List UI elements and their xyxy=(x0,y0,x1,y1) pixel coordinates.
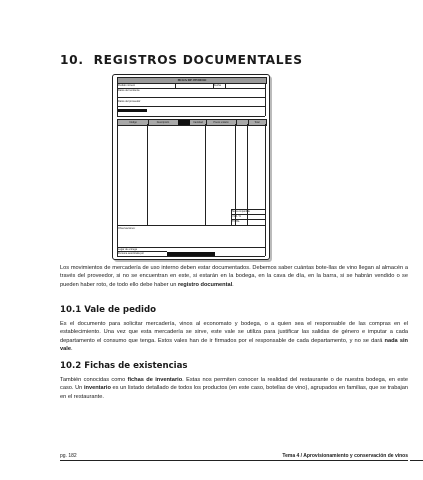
order-form-figure xyxy=(112,74,270,260)
form-col-precio: Precio unitario xyxy=(213,121,229,124)
form-field-fecha: Fecha xyxy=(214,83,221,87)
form-lugar-entrega: Lugar de entrega xyxy=(118,247,138,251)
form-observaciones: Observaciones: xyxy=(118,227,136,230)
footer-rule xyxy=(60,460,408,461)
form-col-cantidad: Cantidad xyxy=(193,121,203,124)
form-persona: Persona autorizada por xyxy=(118,252,144,255)
section2-bold-1: fichas de inventario xyxy=(127,377,183,383)
intro-paragraph: Los movimientos de mercadería de uso interno deben estar documentados. Debemos saber cuántas bote-llas de vino llegan al almacén a través del proveedor, si no se encuentran en este, si estarán en la bodega, en la cava de día, en la barra, si se habrán vendido o se pueden haber roto, de todo ello debe haber un registro documental. xyxy=(60,265,408,288)
page-number: pg. 182 xyxy=(60,453,77,459)
section1-paragraph: Es el documento para solicitar mercadería, vinos al economato y bodega, o a quien sea el responsable de las compras en el establecimiento. Una vez que esta mercadería se sirve, este vale se utiliza para justificar las salidas de género e imputar a cada departamento el consumo que tenga. Estos vales han de ir firmados por el responsable de cada departamento, y no se dará nada sin vale. xyxy=(60,321,408,352)
section-heading-fichas-de-existencias: 10.2 Fichas de existencias xyxy=(60,361,188,371)
section-heading-vale-de-pedido: 10.1 Vale de pedido xyxy=(60,305,157,315)
footer-tab-rule xyxy=(410,460,423,461)
form-field-proveedor: Datos del proveedor xyxy=(118,100,141,103)
section2-paragraph: También conocidas como fichas de inventario. Estas nos permiten conocer la realidad del restaurante o de nuestra bodega, en este caso. Un inventario es un listado detallado de todos los productos (en este caso, botellas de vino), agrupados en familias, que se trabajan en el restaurante. xyxy=(60,377,409,400)
form-field-remitente: Datos del remitente xyxy=(118,89,140,92)
form-iva: I.V.A. % xyxy=(232,214,241,218)
form-field-pedido: Pedido número xyxy=(118,83,135,87)
chapter-footer: Tema 4 / Aprovisionamiento y conservación de vinos xyxy=(282,453,408,459)
form-col-total: Total xyxy=(254,121,260,124)
form-title: HOJA DE PEDIDO xyxy=(117,77,267,84)
heading-title: REGISTROS DOCUMENTALES xyxy=(93,53,303,67)
section1-bold: nada sin vale xyxy=(60,337,408,352)
intro-bold: registro documental xyxy=(177,281,233,288)
form-black-bar xyxy=(117,109,147,112)
form-col-descripcion: Descripción xyxy=(156,121,170,124)
form-col-codigo: Código xyxy=(129,121,137,124)
section2-bold-2: inventario xyxy=(83,385,111,392)
heading-number: 10. xyxy=(60,53,84,67)
form-total: TOTAL xyxy=(232,219,240,223)
page-title xyxy=(60,53,303,67)
form-suma: Suma imponible xyxy=(232,209,250,213)
form-table-header xyxy=(117,119,267,126)
